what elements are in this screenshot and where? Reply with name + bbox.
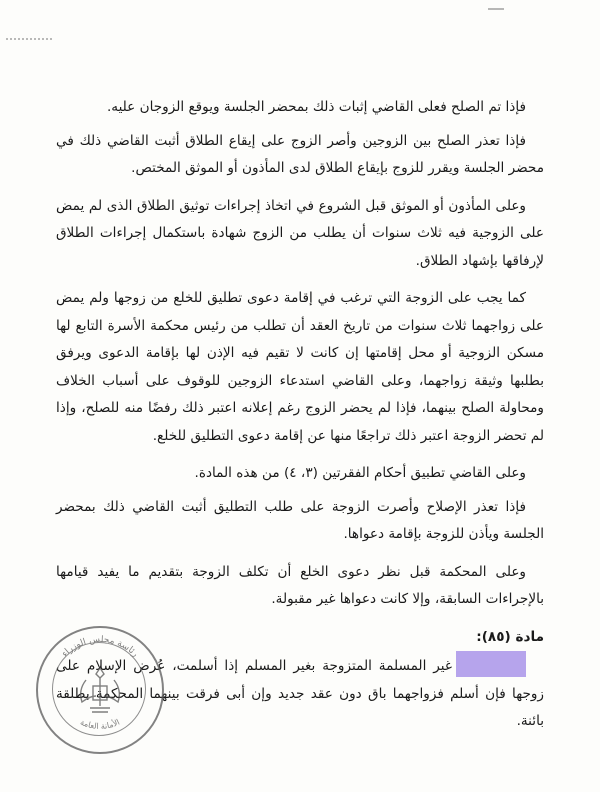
paragraph-2: فإذا تعذر الصلح بين الزوجين وأصر الزوج على إيقاع الطلاق أثبت القاضي ذلك في محضر الجلسة ويقرر للزوج بإيقاع الطلاق لدى المأذون أو الموثق المختص.	[56, 132, 544, 176]
redaction-highlight	[456, 651, 526, 677]
paragraph-1: فإذا تم الصلح فعلى القاضي إثبات ذلك بمحضر الجلسة ويوقع الزوجان عليه.	[106, 99, 526, 115]
scan-mark	[488, 8, 504, 16]
seal-ring-text: رئاسة مجلس الوزراء	[60, 634, 140, 660]
handwritten-mark	[6, 38, 52, 50]
paragraph-5: وعلى القاضي تطبيق أحكام الفقرتين (٣، ٤) من هذه المادة.	[194, 465, 526, 481]
official-seal	[36, 626, 164, 754]
paragraph-6: فإذا تعذر الإصلاح وأصرت الزوجة على طلب التطليق أثبت القاضي ذلك بمحضر الجلسة ويأذن للزوجة بإقامة دعواها.	[56, 498, 544, 542]
paragraph-7: وعلى المحكمة قبل نظر دعوى الخلع أن تكلف الزوجة بتقديم ما يفيد قيامها بالإجراءات السابقة، وإلا كانت دعواها غير مقبولة.	[56, 563, 544, 607]
seal-bottom-text: الأمانة العامة	[78, 717, 122, 731]
paragraph-3: وعلى المأذون أو الموثق قبل الشروع في اتخاذ إجراءات توثيق الطلاق الذى لم يمض على الزوجية فيه ثلاث سنوات أن يطلب من الزوج شهادة باستكمال إجراءات الطلاق لإرفاقها بإشهاد الطلاق.	[56, 197, 544, 269]
paragraph-4: كما يجب على الزوجة التي ترغب في إقامة دعوى تطليق للخلع من زوجها ولم يمض على زواجهما ثلاث سنوات من تاريخ العقد أن تطلب من رئيس محكمة الأسرة التابع لها مسكن الزوجية أو محل إقامتها إن كانت لا تقيم فيه الإذن لها بإقامة الدعوى ويرفق بطلبها وثيقة زواجهما، وعلى القاضي استدعاء الزوجين للوقوف على أسباب الخلاف ومحاولة الصلح بينهما، فإذا لم يحضر الزوج رغم إعلانه اعتبر ذلك رفضًا منه للصلح، وإذا لم تحضر الزوجة اعتبر ذلك تراجعًا منها عن إقامة دعوى التطليق للخلع.	[56, 290, 544, 444]
article-heading: مادة (٨٥):	[476, 628, 544, 645]
eagle-emblem-icon	[38, 628, 162, 752]
article-85-body: غير المسلمة المتزوجة بغير المسلم إذا أسلمت، عُرض الإسلام على زوجها فإن أسلم فزواجهما باق دون عقد جديد وإن أبى فرقت بينهما المحكمة بطلقة بائنة.	[56, 658, 544, 729]
